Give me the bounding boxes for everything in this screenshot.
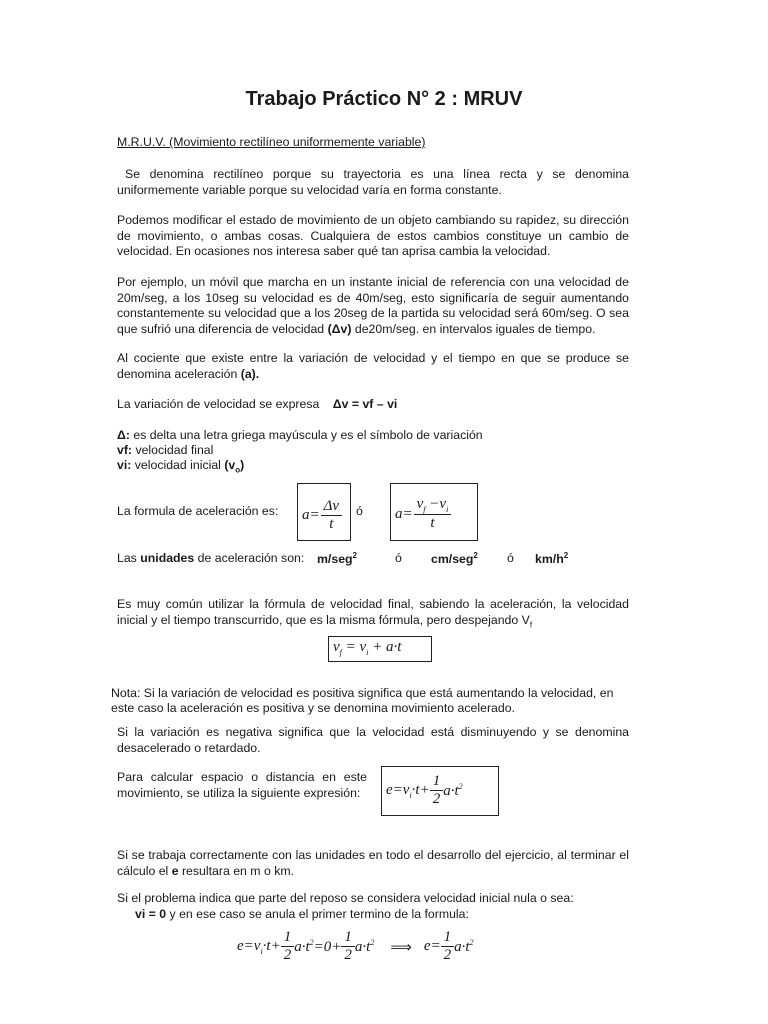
units-label: Las unidades de aceleración son:: [117, 551, 305, 565]
section-heading: M.R.U.V. (Movimiento rectilíneo uniformemente variable): [117, 135, 426, 149]
unit-cm-seg2: cm/seg$^2$: [431, 551, 478, 567]
derived-distance-formula: $e=v_i\cdot t+$ $\frac{1}{2}$ $a\cdot t^2=0+$ $\frac{1}{2}$ $a\cdot t^2$ ⟹ e= $\frac{1}{2}$ $a\cdot t^2$: [237, 929, 474, 963]
note-paragraph: Nota: Si la variación de velocidad es positiva significa que está aumentando la velocidad, en este caso la aceleración es positiva y se denomina movimiento acelerado.: [111, 686, 614, 715]
implies-arrow-icon: ⟹: [390, 937, 412, 956]
definition-delta: Δ: es delta una letra griega mayúscula y es el símbolo de variación: [117, 428, 483, 442]
initial-velocity-line: vi = 0 y en ese caso se anula el primer termino de la formula:: [135, 907, 469, 921]
paragraph-final-velocity: Es muy común utilizar la fórmula de velocidad final, sabiendo la aceleración, la velocidad inicial y el tiempo transcurrido, que es la misma fórmula, pero despejando $V_f$: [117, 597, 629, 629]
or-word: ó: [507, 551, 514, 565]
final-velocity-formula: $v_f = v_i + a\cdot t$: [328, 636, 432, 662]
acceleration-formula-full: a= $\frac{v_f -v_i}{t}$: [390, 483, 478, 541]
paragraph-units: Si se trabaja correctamente con las unidades en todo el desarrollo del ejercicio, al terminar el cálculo el e resultara en m o km.: [117, 848, 629, 878]
paragraph-definition: Se denomina rectilíneo porque su trayectoria es una línea recta y se denomina uniformemente variable porque su velocidad varía en forma constante.: [117, 167, 629, 197]
paragraph-acceleration: Al cociente que existe entre la variación de velocidad y el tiempo en que se produce se denomina aceleración (a).: [117, 351, 629, 381]
distance-formula: $e=v_i\cdot t+$ $\frac{1}{2}$ $a\cdot t^2$: [381, 766, 499, 816]
paragraph-example: Por ejemplo, un móvil que marcha en un instante inicial de referencia con una velocidad de 20m/seg, a los 10seg su velocidad es de 40m/seg, esto significaría de seguir aumentando constantemente su velocidad que a los 20seg de la partida su velocidad será 60m/seg. O sea que sufrió una diferencia de velocidad (Δv) de20m/seg. en intervalos iguales de tiempo.: [117, 275, 629, 336]
variation-formula: Δv = vf – vi: [332, 397, 398, 411]
or-word: ó: [395, 551, 402, 565]
definition-vf: vf: velocidad final: [117, 443, 214, 457]
paragraph-rest: Si el problema indica que parte del reposo se considera velocidad inicial nula o sea:: [117, 891, 574, 905]
paragraph-state-change: Podemos modificar el estado de movimiento de un objeto cambiando su rapidez, su dirección de movimiento, o ambas cosas. Cualquiera de estos cambios constituye un cambio de velocidad. En ocasiones nos interesa saber qué tan aprisa cambia la velocidad.: [117, 213, 629, 258]
unit-km-h2: $km/h^2$: [535, 551, 569, 567]
unit-m-seg2: m/seg$^2$: [317, 551, 357, 567]
paragraph-distance: Para calcular espacio o distancia en este movimiento, se utiliza la siguiente expresión:: [117, 770, 367, 800]
page-title: Trabajo Práctico N° 2 : MRUV: [245, 88, 523, 110]
definition-vi: vi: velocidad inicial $(v_o)$: [117, 458, 245, 475]
paragraph-deceleration: Si la variación es negativa significa que la velocidad está disminuyendo y se denomina desacelerado o retardado.: [117, 725, 629, 755]
or-word: ó: [356, 504, 363, 518]
acceleration-formula-delta: a= $\frac{\Delta v}{t}$: [297, 483, 351, 541]
variation-line: La variación de velocidad se expresa Δv = vf – vi: [117, 397, 398, 411]
acceleration-formula-label: La formula de aceleración es:: [117, 504, 279, 518]
